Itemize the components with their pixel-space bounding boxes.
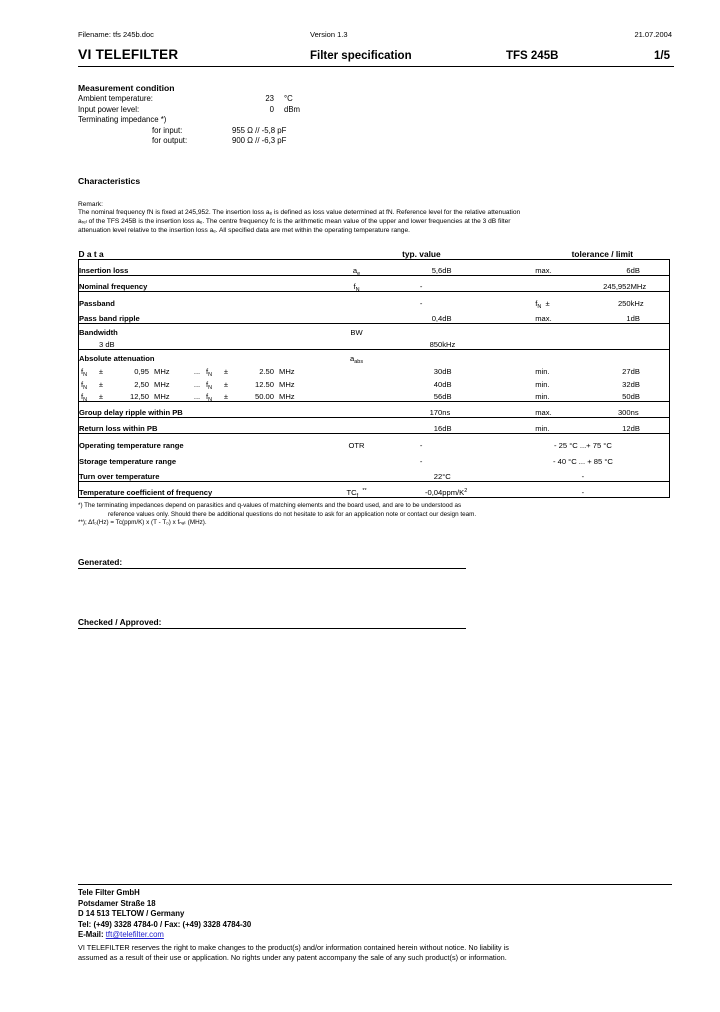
row-qualifier: [535, 276, 583, 292]
row-typ-value: 5,6: [400, 260, 442, 276]
row-limit-value: 250: [617, 298, 631, 308]
row-limit-range: - 40 °C ... + 85 °C: [552, 456, 613, 466]
footnote-line-3: **); Δf₀(Hz) = Tc(ppm/K) x (T - T₀) x fₙₐₜ (MHz).: [78, 519, 207, 527]
table-row-bandwidth: [79, 324, 670, 337]
ambient-temperature-value: 23: [265, 94, 274, 104]
company-email-row: [78, 930, 672, 941]
measurement-heading: Measurement condition: [78, 83, 175, 93]
company-address-block: [78, 884, 672, 941]
characteristics-section: [78, 176, 674, 235]
brand-logo: [78, 46, 310, 62]
table-row-storage-temperature: [79, 450, 670, 466]
row-qualifier: max.: [535, 308, 583, 324]
row-qualifier: min.: [535, 418, 583, 434]
generated-label: Generated:: [78, 557, 466, 569]
col-header-tolerance: tolerance / limit: [535, 249, 669, 260]
row-qualifier: max.: [535, 402, 583, 418]
specification-table: [78, 249, 670, 498]
row-typ-unit: [442, 276, 492, 292]
row-limit-range: -: [535, 466, 630, 482]
row-qualifier: $f_N$ ±: [535, 298, 550, 310]
row-range-label: $f_N \pm 2,50$ MHz ... $f_N \pm 12.50$ MHz: [79, 376, 314, 389]
page-number: 1/5: [654, 50, 670, 62]
row-limit-value: 300: [584, 402, 631, 418]
company-phone: Tel: (+49) 3328 4784-0 / Fax: (+49) 3328 4784-30: [78, 919, 252, 929]
row-typ-unit: dB: [442, 308, 492, 324]
version-text: Version 1.3: [310, 30, 348, 39]
row-limit-range: - 25 °C ...+ 75 °C: [554, 440, 612, 450]
impedance-output-row: [78, 136, 674, 146]
row-limit-unit: dB: [631, 418, 670, 434]
row-typ-unit: dB: [442, 260, 492, 276]
row-label: Nominal frequency: [79, 276, 314, 292]
row-label: Return loss within PB: [79, 418, 314, 434]
ambient-temperature-row: [78, 94, 674, 104]
remark-label: Remark:: [78, 201, 103, 209]
row-symbol: $TC_f$ **: [313, 482, 400, 498]
row-label: Storage temperature range: [79, 450, 314, 466]
row-limit-value: 6: [584, 260, 631, 276]
row-limit-value: 50: [584, 389, 631, 402]
sheet-body: [78, 30, 674, 629]
input-power-value: 0: [269, 104, 274, 114]
row-typ-value: -0,04: [400, 482, 442, 498]
footnote-line-2: reference values only. Should there be additional questions do not hesitate to ask for an application note or contact our design team.: [108, 510, 477, 518]
row-symbol: BW: [350, 327, 363, 337]
row-label: Absolute attenuation: [79, 350, 314, 363]
impedance-output-label: for output:: [152, 136, 188, 146]
table-row-atten-band-2: [79, 376, 670, 389]
impedance-input-row: [78, 126, 674, 136]
company-city: D 14 513 TELTOW / Germany: [78, 909, 185, 919]
email-label: E-Mail:: [78, 930, 106, 940]
table-row-atten-band-1: [79, 363, 670, 376]
row-typ-unit: dB: [442, 389, 492, 402]
row-typ-unit: ns: [442, 402, 492, 418]
row-typ-value: 56: [400, 389, 442, 402]
table-row-temp-coefficient: [79, 482, 670, 498]
row-typ-unit: ppm/$K^2$: [442, 482, 492, 498]
remark-line-2: aᵣₑₗ of the TFS 245B is the insertion loss aₑ. The centre frequency fᴄ is the arithmetic mean value of the upper and lower frequencies at the 3 dB filter: [78, 218, 511, 226]
row-limit-value: 245,952: [584, 276, 631, 292]
remark-text: [78, 209, 672, 235]
row-label: Temperature coefficient of frequency: [79, 482, 314, 498]
email-link[interactable]: tft@telefilter.com: [105, 930, 164, 940]
date-text: 21.07.2004: [634, 30, 672, 39]
row-symbol: $a_e$: [313, 260, 400, 276]
table-row-passband: [79, 292, 670, 308]
row-symbol: OTR: [348, 440, 365, 450]
row-limit-unit: dB: [631, 389, 670, 402]
table-row-atten-band-3: [79, 389, 670, 402]
row-label: Pass band ripple: [79, 308, 314, 324]
table-row-operating-temperature: [79, 434, 670, 450]
disclaimer-text: [78, 943, 672, 963]
row-typ-unit: dB: [442, 366, 452, 376]
table-row-passband-ripple: [79, 308, 670, 324]
characteristics-heading: Characteristics: [78, 176, 141, 187]
row-qualifier: min.: [535, 389, 583, 402]
row-limit-value: 1: [584, 308, 631, 324]
row-typ-unit: dB: [442, 418, 492, 434]
row-label: Operating temperature range: [79, 434, 314, 450]
row-qualifier: min.: [535, 366, 550, 376]
row-typ-value: 40: [433, 379, 443, 389]
header-meta-row: [78, 30, 674, 40]
row-symbol: $a_{abs}$: [350, 353, 364, 365]
row-label: Turn over temperature: [79, 466, 314, 482]
row-typ-value: 22: [400, 466, 442, 482]
part-number: TFS 245B: [506, 50, 559, 62]
row-limit-unit: ns: [631, 402, 670, 418]
input-power-unit: dBm: [284, 104, 301, 114]
row-limit-unit: dB: [631, 308, 670, 324]
footnote-line-1: *) The terminating impedances depend on parasitics and q-values of matching elements and the board used, and are to be understood as: [78, 502, 462, 510]
remark-line-3: attenuation level relative to the insertion loss aₑ. All specified data are met within the operating temperature range.: [78, 226, 410, 234]
signature-checked-block: [78, 617, 466, 629]
row-typ-value: -: [419, 298, 423, 308]
input-power-label: Input power level:: [78, 104, 140, 114]
row-limit-unit: kHz: [631, 292, 670, 308]
input-power-row: [78, 105, 674, 115]
disclaimer-line-2: assumed as a result of their use or application. No rights under any patent accompany the sale of any such product(s) or information.: [78, 952, 507, 962]
row-limit-unit: dB: [631, 376, 670, 389]
table-row-nominal-frequency: [79, 276, 670, 292]
row-typ-unit: dB: [442, 379, 452, 389]
row-typ-value: 30: [433, 366, 443, 376]
row-range-label: $f_N \pm 0,95$ MHz ... $f_N \pm 2.50$ MHz: [79, 363, 314, 376]
signature-generated-block: [78, 557, 466, 569]
row-label: Insertion loss: [79, 260, 314, 276]
impedance-input-label: for input:: [152, 125, 183, 135]
checked-approved-label: Checked / Approved:: [78, 617, 466, 629]
row-label: Passband: [79, 292, 314, 308]
terminating-impedance-label: Terminating impedance *): [78, 115, 167, 125]
impedance-output-value: 900 Ω // -6,3 pF: [232, 136, 287, 146]
brand-vi-mark: VI: [78, 46, 92, 62]
table-row-bandwidth-3db: [79, 337, 670, 350]
row-typ-unit: kHz: [442, 337, 492, 350]
row-typ-value: -: [419, 440, 423, 450]
row-limit-range: -: [535, 482, 630, 498]
row-typ-value: 0,4: [400, 308, 442, 324]
company-name: Tele Filter GmbH: [78, 888, 140, 897]
row-label: Bandwidth: [79, 324, 314, 337]
col-header-typ: typ. value: [400, 249, 492, 260]
company-street: Potsdamer Straße 18: [78, 898, 156, 908]
terminating-impedance-row: [78, 115, 674, 125]
measurement-condition-section: [78, 83, 674, 146]
row-symbol: $f_N$: [313, 276, 400, 292]
row-qualifier: min.: [535, 379, 550, 389]
brand-name-text: TELEFILTER: [95, 47, 179, 62]
ambient-temperature-unit: °C: [284, 94, 293, 104]
row-label: Group delay ripple within PB: [79, 402, 314, 418]
document-title: Filter specification: [310, 50, 412, 62]
footnotes-block: [78, 502, 672, 527]
impedance-input-value: 955 Ω // -5,8 pF: [232, 125, 287, 135]
row-typ-value: 170: [400, 402, 442, 418]
filename-text: Filename: tfs 245b.doc: [78, 30, 154, 39]
page-footer: [78, 884, 672, 963]
table-row-group-delay: [79, 402, 670, 418]
row-limit-value: 12: [584, 418, 631, 434]
row-typ-unit: °C: [442, 466, 492, 482]
row-limit-unit: dB: [631, 260, 670, 276]
table-row-turnover-temperature: [79, 466, 670, 482]
row-limit-value: 27: [622, 366, 631, 376]
row-qualifier: max.: [535, 260, 583, 276]
col-header-data: D a t a: [79, 249, 314, 260]
table-header-row: [79, 249, 670, 260]
row-limit-unit: dB: [631, 363, 670, 376]
disclaimer-line-1: VI TELEFILTER reserves the right to make changes to the product(s) and/or information contained herein without notice. No liability is: [78, 942, 509, 952]
row-typ-value: 16: [400, 418, 442, 434]
header-main-row: [78, 46, 674, 67]
remark-line-1: The nominal frequency fN is fixed at 245,952. The insertion loss aₑ is defined as loss value determined at fN. Reference level for the relative attenuation: [78, 209, 521, 217]
table-row-absolute-attenuation: [79, 350, 670, 363]
ambient-temperature-label: Ambient temperature:: [78, 94, 153, 104]
row-typ-value: 850: [400, 337, 442, 350]
row-typ-value: -: [419, 456, 423, 466]
row-sublabel: 3 dB: [79, 337, 314, 350]
row-limit-unit: MHz: [631, 276, 670, 292]
table-row-insertion-loss: [79, 260, 670, 276]
table-row-return-loss: [79, 418, 670, 434]
row-range-label: $f_N \pm 12,50$ MHz ... $f_N \pm 50.00$ MHz: [79, 389, 314, 402]
row-limit-value: 32: [622, 379, 631, 389]
row-typ-value: -: [400, 276, 442, 292]
